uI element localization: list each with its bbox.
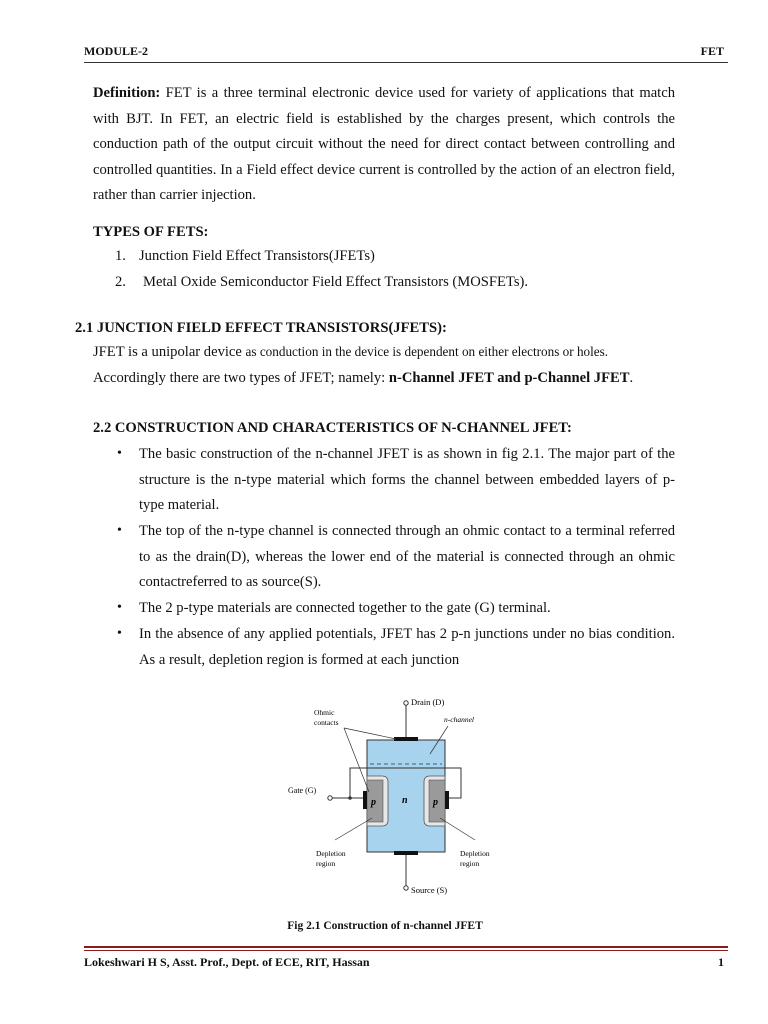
depletion-left-label-1: Depletion	[316, 849, 346, 858]
figure-caption: Fig 2.1 Construction of n-channel JFET	[287, 920, 483, 932]
definition-paragraph	[93, 81, 675, 209]
ohmic-label-1: Ohmic	[314, 708, 335, 717]
p-left-label: p	[371, 797, 376, 808]
footer-author: Lokeshwari H S, Asst. Prof., Dept. of ECE, RIT, Hassan	[84, 955, 370, 969]
gate-terminal	[328, 796, 332, 800]
bullet-4: In the absence of any applied potentials, JFET has 2 p-n junctions under no bias condition. As a result, depletion region is formed at each junction	[139, 626, 675, 668]
types-item-2-number: 2.	[115, 274, 126, 290]
bullet-3: The 2 p-type materials are connected together to the gate (G) terminal.	[139, 600, 551, 616]
depletion-right-label-1: Depletion	[460, 849, 490, 858]
bullet-1: The basic construction of the n-channel JFET is as shown in fig 2.1. The major part of the structure is the n-type material which forms the channel between embedded layers of p-type material.	[139, 446, 675, 513]
drain-terminal	[404, 701, 408, 705]
bullet-2: The top of the n-type channel is connected through an ohmic contact to a terminal referred to as the drain(D), whereas the lower end of the material is connected through an ohmic contactreferred to as source(S).	[139, 523, 675, 590]
section-2-2-heading: 2.2 CONSTRUCTION AND CHARACTERISTICS OF N-CHANNEL JFET:	[93, 420, 572, 436]
header-rule	[84, 62, 728, 63]
source-contact	[394, 851, 418, 855]
p-right-label: p	[433, 797, 438, 808]
ohmic-pointer-1	[344, 728, 369, 792]
section-2-1-line-2	[93, 370, 633, 387]
gate-label: Gate (G)	[288, 786, 317, 795]
bullet-dot: •	[117, 600, 122, 615]
depletion-right-label-2: region	[460, 859, 480, 868]
source-label: Source (S)	[411, 885, 448, 895]
drain-contact	[394, 737, 418, 741]
bullet-dot: •	[117, 523, 122, 538]
section-2-1-line-1	[93, 344, 608, 361]
header-module: MODULE-2	[84, 44, 148, 58]
section-2-1-line-1b: as conduction in the device is dependent on either electrons or holes.	[245, 344, 609, 359]
n-label: n	[402, 795, 408, 806]
types-item-1: Junction Field Effect Transistors(JFETs)	[139, 248, 375, 264]
footer-rule	[84, 946, 728, 948]
header-topic: FET	[700, 44, 724, 58]
footer-rule-thin	[84, 950, 728, 951]
left-depletion-pointer	[335, 818, 372, 840]
types-heading: TYPES OF FETS:	[93, 224, 209, 240]
page-number: 1	[718, 955, 724, 969]
bullet-dot: •	[117, 626, 122, 641]
nchannel-label: n-channel	[444, 715, 474, 724]
drain-label: Drain (D)	[411, 697, 445, 707]
jfet-types-bold: n-Channel JFET and p-Channel JFET	[388, 370, 630, 386]
right-gate-contact	[445, 791, 449, 809]
left-gate-contact	[363, 791, 367, 809]
jfet-construction-figure	[280, 692, 510, 902]
section-2-1-line-2c: .	[629, 370, 634, 386]
section-2-1-line-2a: Accordingly there are two types of JFET; namely:	[93, 370, 389, 386]
source-terminal	[404, 886, 408, 890]
definition-text: FET is a three terminal electronic device used for variety of applications that match with BJT. In FET, an electric field is established by the charges present, which controls the conduction path of the output circuit without the need for direct contact between controlling and controlled quantities. In a Field effect device current is controlled by the action of an electron field, rather than carrier injection.	[93, 85, 675, 203]
types-item-2: Metal Oxide Semiconductor Field Effect Transistors (MOSFETs).	[143, 274, 529, 290]
types-item-1-number: 1.	[115, 248, 126, 264]
ohmic-label-2: contacts	[314, 718, 339, 727]
section-2-1-line-1a: JFET is a unipolar device	[93, 344, 246, 360]
section-2-1-heading: 2.1 JUNCTION FIELD EFFECT TRANSISTORS(JFETS):	[75, 320, 447, 336]
definition-label: Definition:	[93, 85, 161, 101]
ohmic-pointer-2	[344, 728, 396, 739]
bullet-dot: •	[117, 446, 122, 461]
depletion-left-label-2: region	[316, 859, 336, 868]
